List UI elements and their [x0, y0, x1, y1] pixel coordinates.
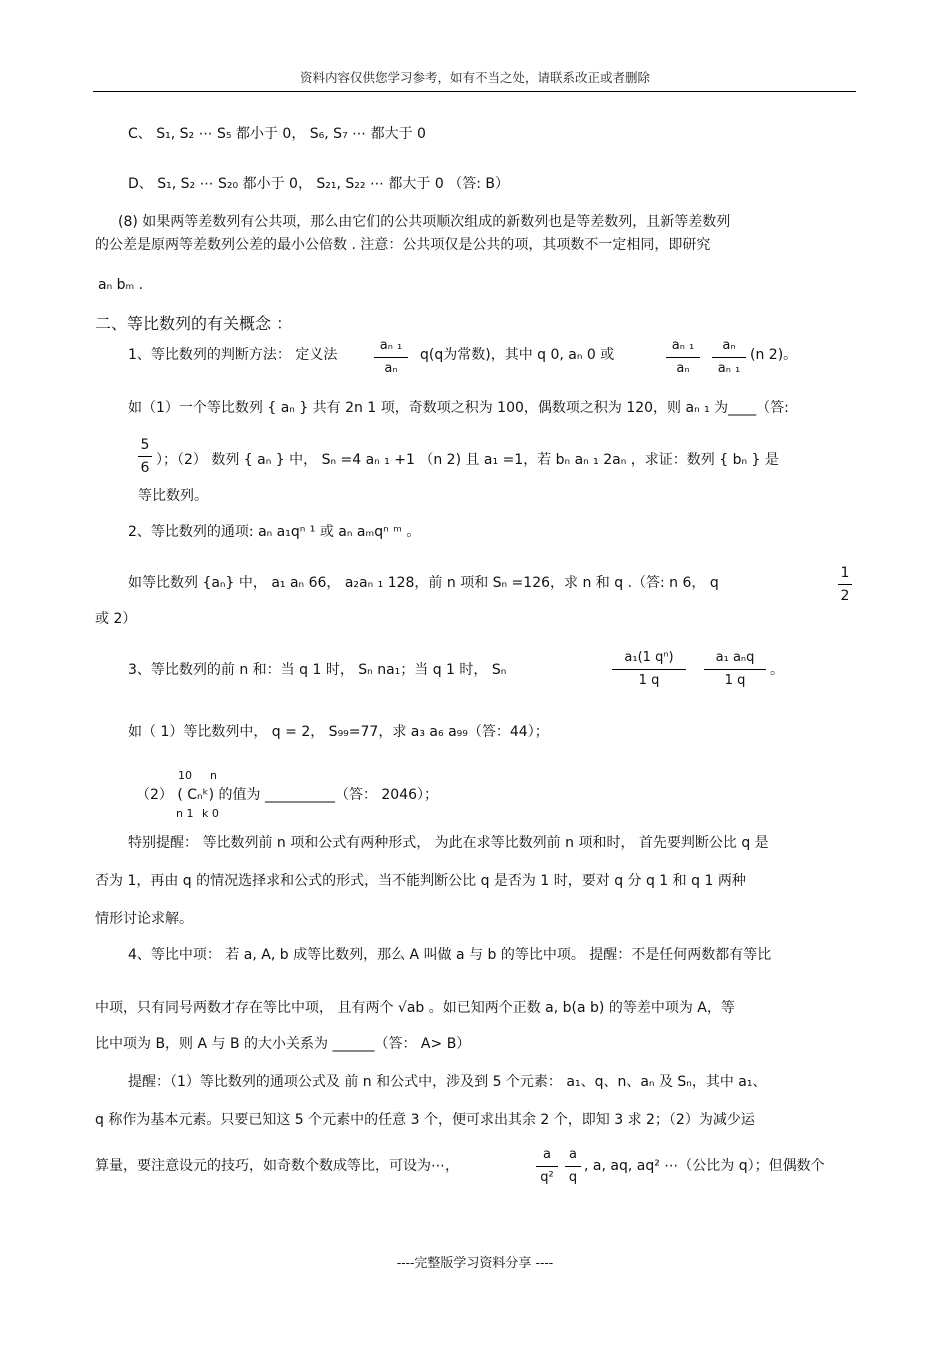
- fraction-an-over-an1: aₙ aₙ ₁: [712, 338, 746, 377]
- note-8-line3: aₙ bₘ .: [98, 277, 144, 293]
- tip-line2: q 称作为基本元素。只要已知这 5 个元素中的任意 3 个，便可求出其余 2 个，即知 3 求 2；（2）为减少运: [95, 1112, 755, 1128]
- sum-formula-label: 3、等比数列的前 n 和：当 q 1 时， Sₙ na₁；当 q 1 时， Sₙ: [128, 662, 507, 678]
- header-rule: [93, 91, 856, 92]
- page-footer: ----完整版学习资料分享 ----: [396, 1256, 554, 1271]
- example-1-line3: 等比数列。: [138, 488, 208, 504]
- option-d: D、 S₁, S₂ ⋯ S₂₀ 都小于 0， S₂₁, S₂₂ ⋯ 都大于 0 （答: B）: [128, 176, 510, 192]
- tip-line3-tail: , a, aq, aq² ⋯（公比为 q）；但偶数个: [584, 1158, 825, 1174]
- fraction-a-over-q2: a q²: [536, 1147, 558, 1186]
- general-term: 2、等比数列的通项: aₙ a₁qⁿ ¹ 或 aₙ aₘqⁿ ᵐ 。: [128, 524, 421, 540]
- tip-line3: 算量，要注意设元的技巧，如奇数个数成等比，可设为⋯，: [95, 1158, 459, 1174]
- sum-upper-outer: 10: [178, 769, 192, 782]
- geometric-mean-line2: 中项，只有同号两数才存在等比中项， 且有两个 √ab 。如已知两个正数 a, b(a b) 的等差中项为 A，等: [95, 1000, 735, 1016]
- example-1-line2: ）；（2） 数列 { aₙ } 中， Sₙ =4 aₙ ₁ +1 （n 2) 且 a₁ =1，若 bₙ aₙ ₁ 2aₙ ，求证：数列 { bₙ } 是: [156, 452, 779, 468]
- example-2-line2: 或 2）: [95, 611, 137, 627]
- option-c: C、 S₁, S₂ ⋯ S₅ 都小于 0， S₆, S₇ ⋯ 都大于 0: [128, 126, 426, 142]
- fraction-a-over-q: a q: [565, 1147, 581, 1186]
- def-method-tail: (n 2)。: [750, 347, 798, 363]
- fraction-an1-over-an: aₙ ₁ aₙ: [374, 338, 408, 377]
- reminder-line1: 特别提醒： 等比数列前 n 项和公式有两种形式， 为此在求等比数列前 n 项和时， 首先要判断公比 q 是: [128, 835, 769, 851]
- reminder-line3: 情形讨论求解。: [95, 911, 193, 927]
- sum-lower-inner: k 0: [202, 807, 219, 820]
- tip-line1: 提醒：（1）等比数列的通项公式及 前 n 和公式中，涉及到 5 个元素： a₁、q、n、aₙ 及 Sₙ，其中 a₁、: [128, 1074, 767, 1090]
- sum-upper-inner: n: [210, 769, 217, 782]
- example-3-line2: （2） ( Cₙᵏ) 的值为 __________（答： 2046）；: [136, 787, 439, 803]
- geometric-mean-line3: 比中项为 B，则 A 与 B 的大小关系为 ______（答： A> B）: [95, 1036, 471, 1052]
- reminder-line2: 否为 1，再由 q 的情况选择求和公式的形式，当不能判断公比 q 是否为 1 时，要对 q 分 q 1 和 q 1 两种: [95, 873, 746, 889]
- fraction-an1-over-an-2: aₙ ₁ aₙ: [666, 338, 700, 377]
- example-3-line1: 如（ 1）等比数列中， q = 2， S₉₉=77，求 a₃ a₆ a₉₉（答：44）；: [128, 724, 549, 740]
- geometric-mean-line1: 4、等比中项： 若 a, A, b 成等比数列，那么 A 叫做 a 与 b 的等比中项。 提醒：不是任何两数都有等比: [128, 947, 772, 963]
- section-heading: 二、等比数列的有关概念 ：: [95, 314, 293, 333]
- fraction-sum-formula-1: a₁(1 qⁿ) 1 q: [612, 650, 686, 689]
- sum-formula-end: 。: [770, 662, 784, 678]
- def-method-label: 1、等比数列的判断方法： 定义法: [128, 347, 338, 363]
- example-1-line1: 如（1）一个等比数列 { aₙ } 共有 2n 1 项，奇数项之积为 100，偶数项之积为 120，则 aₙ ₁ 为____（答:: [128, 400, 789, 416]
- note-8-line2: 的公差是原两等差数列公差的最小公倍数 . 注意：公共项仅是公共的项，其项数不一定相同，即研究: [95, 237, 711, 253]
- note-8-line1: (8) 如果两等差数列有公共项，那么由它们的公共项顺次组成的新数列也是等差数列，且新等差数列: [118, 214, 731, 230]
- example-2-line1: 如等比数列 {aₙ} 中， a₁ aₙ 66， a₂aₙ ₁ 128，前 n 项和 Sₙ =126，求 n 和 q .（答: n 6， q: [128, 575, 719, 591]
- fraction-1-2: 1 2: [838, 565, 852, 604]
- sum-lower-outer: n 1: [176, 807, 194, 820]
- fraction-sum-formula-2: a₁ aₙq 1 q: [704, 650, 766, 689]
- page-header: 资料内容仅供您学习参考，如有不当之处，请联系改正或者删除: [299, 70, 650, 85]
- fraction-5-6: 5 6: [138, 437, 152, 476]
- def-method-middle: q(q为常数)，其中 q 0, aₙ 0 或: [420, 347, 615, 363]
